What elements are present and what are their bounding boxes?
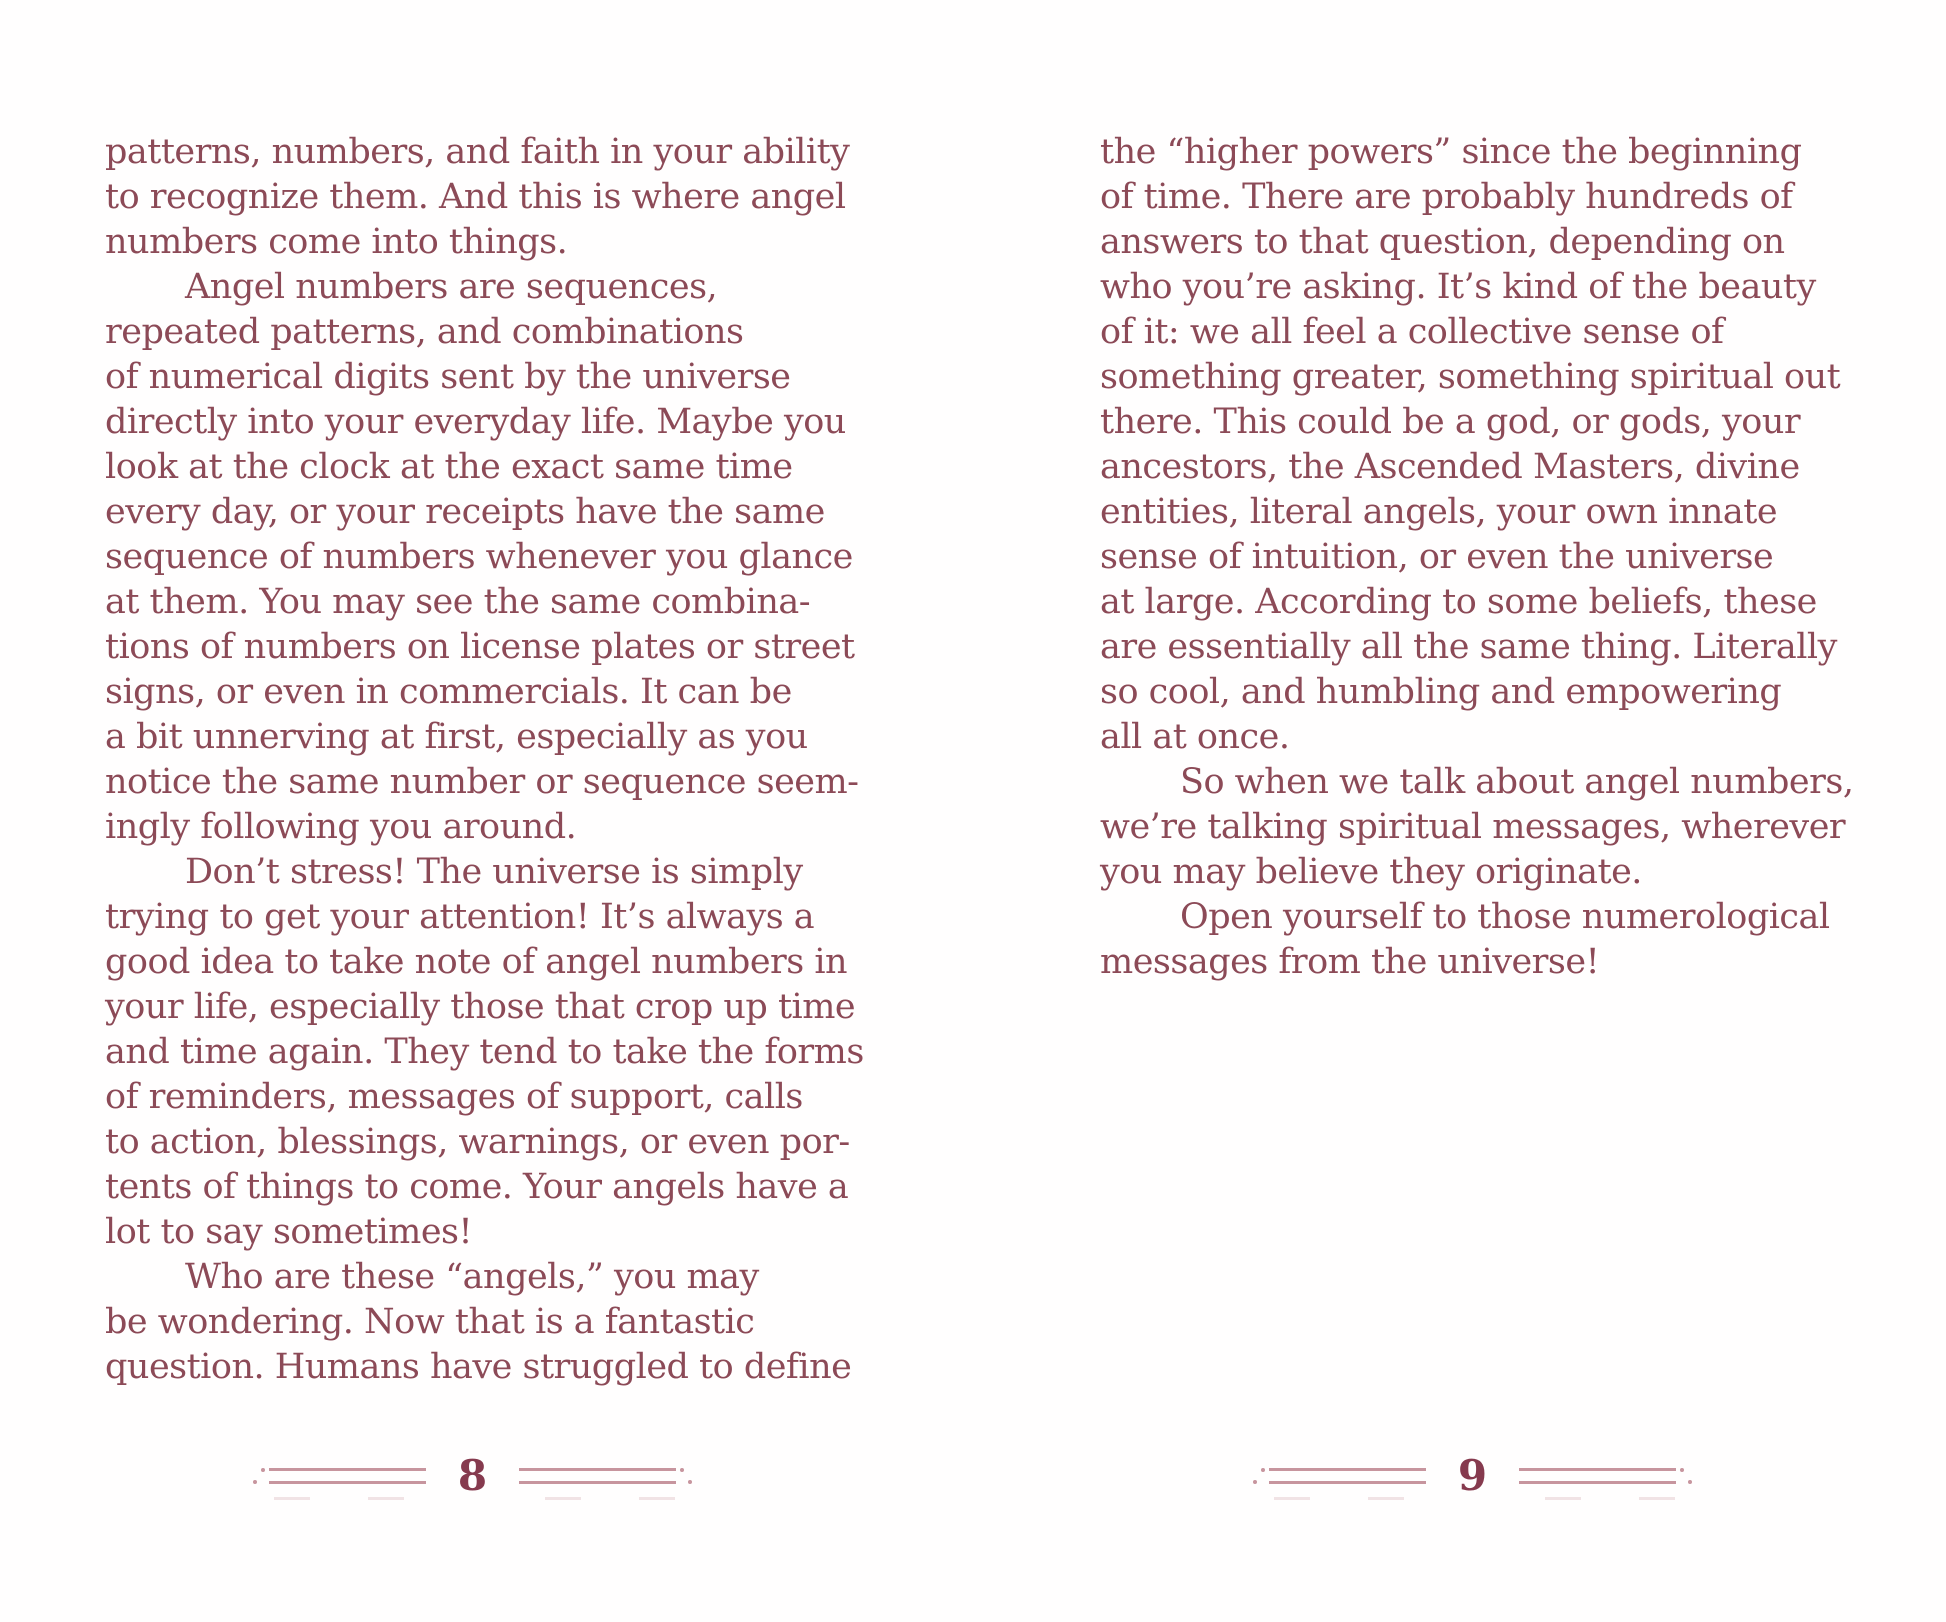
text-line: of time. There are probably hundreds of xyxy=(1100,177,1793,217)
text-line: Don’t stress! The universe is simply xyxy=(185,852,803,892)
ghost-rule xyxy=(1368,1497,1404,1500)
text-line: the “higher powers” since the beginning xyxy=(1100,132,1802,172)
text-line: lot to say sometimes! xyxy=(105,1212,473,1252)
ghost-rule xyxy=(368,1497,404,1500)
text-line: ingly following you around. xyxy=(105,807,577,847)
footer-ornament xyxy=(1262,1452,1683,1500)
text-line: ancestors, the Ascended Masters, divine xyxy=(1100,447,1800,487)
ornament-rule-right xyxy=(519,1468,676,1484)
ghost-rule xyxy=(1274,1497,1310,1500)
text-line: So when we talk about angel numbers, xyxy=(1180,762,1854,802)
text-line: and time again. They tend to take the forms xyxy=(105,1032,864,1072)
text-line: to recognize them. And this is where angel xyxy=(105,177,846,217)
text-line: trying to get your attention! It’s always a xyxy=(105,897,815,937)
text-line: your life, especially those that crop up time xyxy=(105,987,856,1027)
text-line: at large. According to some beliefs, these xyxy=(1100,582,1817,622)
text-line: Who are these “angels,” you may xyxy=(185,1257,759,1297)
ornament-dots-icon xyxy=(1253,1467,1265,1485)
text-line: to action, blessings, warnings, or even por- xyxy=(105,1122,850,1162)
text-line: patterns, numbers, and faith in your ability xyxy=(105,132,850,172)
left-page-text-column xyxy=(105,130,865,1390)
ornament-rule-left xyxy=(269,1468,426,1484)
page-number: 8 xyxy=(457,1451,488,1500)
text-line: tents of things to come. Your angels have a xyxy=(105,1167,849,1207)
text-line: sense of intuition, or even the universe xyxy=(1100,537,1774,577)
text-line: a bit unnerving at first, especially as you xyxy=(105,717,808,757)
text-line: there. This could be a god, or gods, your xyxy=(1100,402,1801,442)
text-line: of reminders, messages of support, calls xyxy=(105,1077,803,1117)
text-line: notice the same number or sequence seem- xyxy=(105,762,859,802)
left-page-footer xyxy=(262,1452,683,1504)
text-line: be wondering. Now that is a fantastic xyxy=(105,1302,755,1342)
text-line: messages from the universe! xyxy=(1100,942,1600,982)
text-line: something greater, something spiritual out xyxy=(1100,357,1841,397)
text-line: Open yourself to those numerological xyxy=(1180,897,1830,937)
ghost-rule xyxy=(1639,1497,1675,1500)
text-line: look at the clock at the exact same time xyxy=(105,447,793,487)
text-line: question. Humans have struggled to define xyxy=(105,1347,852,1387)
text-line: are essentially all the same thing. Literally xyxy=(1100,627,1837,667)
text-line: tions of numbers on license plates or street xyxy=(105,627,855,667)
right-page-footer xyxy=(1262,1452,1683,1504)
ornament-dots-icon xyxy=(680,1467,692,1485)
ghost-rule xyxy=(639,1497,675,1500)
ornament-rule-right xyxy=(1519,1468,1676,1484)
text-line: of numerical digits sent by the universe xyxy=(105,357,791,397)
text-line: every day, or your receipts have the same xyxy=(105,492,825,532)
text-line: numbers come into things. xyxy=(105,222,568,262)
ornament-dots-icon xyxy=(253,1467,265,1485)
right-page-text-column xyxy=(1100,130,1860,985)
text-line: you may believe they originate. xyxy=(1100,852,1642,892)
text-line: signs, or even in commercials. It can be xyxy=(105,672,792,712)
footer-ornament xyxy=(262,1452,683,1500)
ghost-rule xyxy=(274,1497,310,1500)
text-line: so cool, and humbling and empowering xyxy=(1100,672,1782,712)
text-line: entities, literal angels, your own innate xyxy=(1100,492,1778,532)
ornament-rule-left xyxy=(1269,1468,1426,1484)
text-line: Angel numbers are sequences, xyxy=(185,267,718,307)
text-line: directly into your everyday life. Maybe you xyxy=(105,402,846,442)
text-line: good idea to take note of angel numbers in xyxy=(105,942,848,982)
text-line: all at once. xyxy=(1100,717,1290,757)
page-number: 9 xyxy=(1457,1451,1488,1500)
text-line: at them. You may see the same combina- xyxy=(105,582,811,622)
text-line: answers to that question, depending on xyxy=(1100,222,1785,262)
ghost-rule xyxy=(1545,1497,1581,1500)
text-line: we’re talking spiritual messages, wherever xyxy=(1100,807,1846,847)
text-line: sequence of numbers whenever you glance xyxy=(105,537,853,577)
text-line: of it: we all feel a collective sense of xyxy=(1100,312,1724,352)
text-line: repeated patterns, and combinations xyxy=(105,312,744,352)
ornament-dots-icon xyxy=(1680,1467,1692,1485)
ghost-rule xyxy=(545,1497,581,1500)
text-line: who you’re asking. It’s kind of the beauty xyxy=(1100,267,1816,307)
